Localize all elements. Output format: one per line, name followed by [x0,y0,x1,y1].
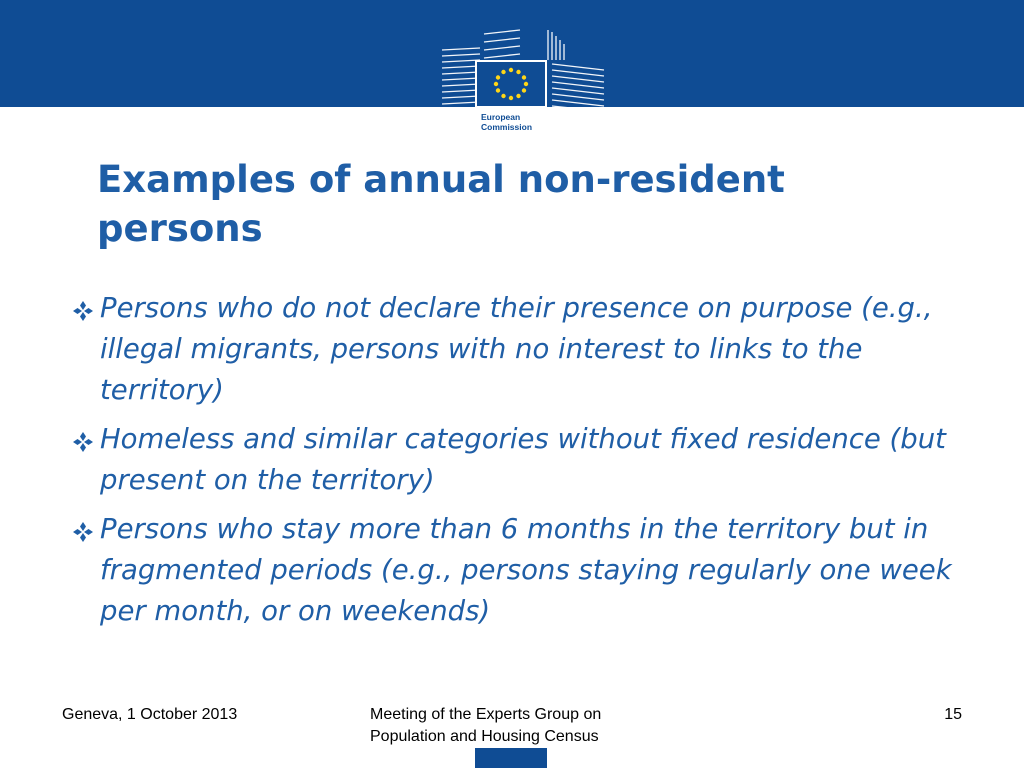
logo-text-line2: Commission [481,122,533,132]
logo-text [481,112,543,132]
bullet-text-1: Persons who do not declare their presence on purpose (e.g., illegal migrants, persons with no interest to links to the territory) [100,292,933,406]
diamond-bullet-icon [72,431,94,453]
bullet-text-3: Persons who stay more than 6 months in the territory but in fragmented periods (e.g., persons staying regularly one week per month, or on weekends) [100,513,952,627]
bullet-list [62,288,972,640]
diamond-bullet-icon [72,521,94,543]
bullet-item-2 [62,419,972,501]
footer-location-date: Geneva, 1 October 2013 [62,706,238,723]
page-number: 15 [944,706,962,723]
bullet-item-1 [62,288,972,411]
bullet-text-2: Homeless and similar categories without fixed residence (but present on the territory) [100,423,946,496]
bullet-item-3 [62,509,972,632]
footer-accent-strip [475,748,547,768]
footer-meeting-title: Meeting of the Experts Group on Population and Housing Census [370,706,602,745]
logo-text-line1: European [481,112,521,122]
diamond-bullet-icon [72,300,94,322]
slide-title: Examples of annual non-resident persons [97,158,785,250]
